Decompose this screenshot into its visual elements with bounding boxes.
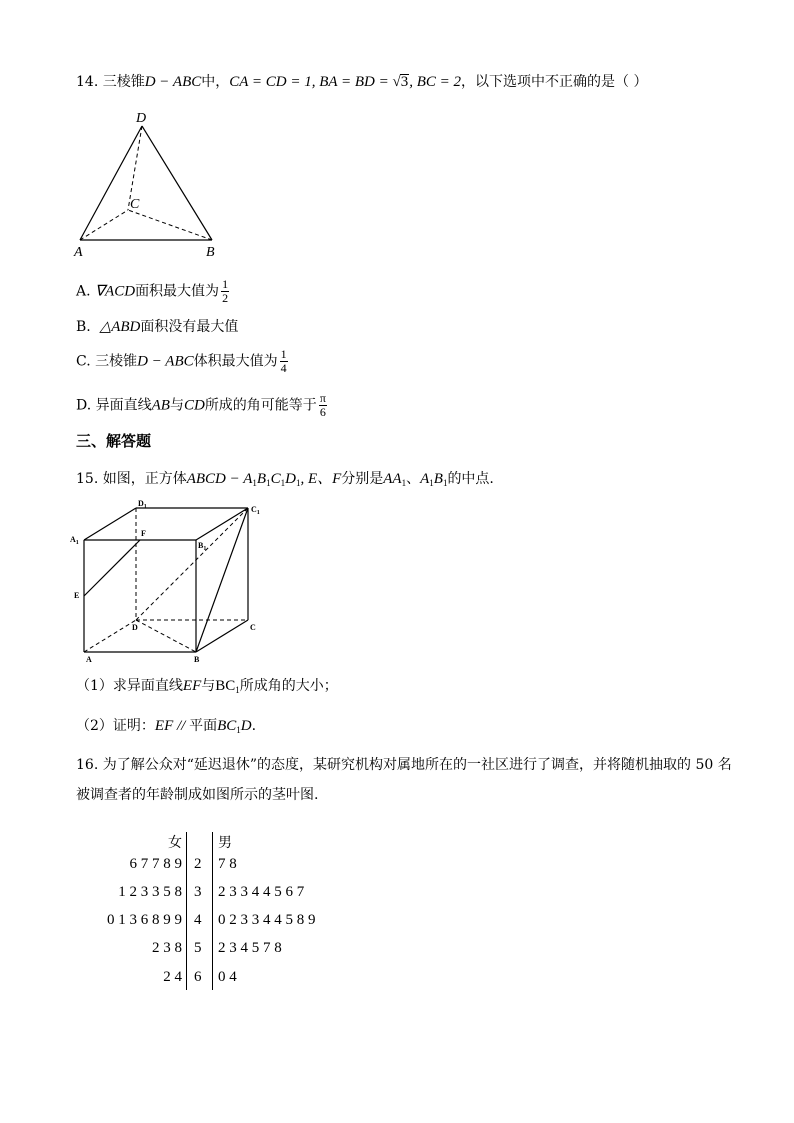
q14-option-a: A. ∇ACD面积最大值为 $\frac{1}{2}$ [76,277,229,305]
divider-right [212,832,213,990]
label-D: D [132,623,138,632]
label-C1: $C_1$ [251,505,260,516]
right-leaves: 0 2 3 3 4 4 5 8 9 [218,912,316,928]
q14-stem: 14. 三棱锥D − ABC中，CA = CD = 1, BA = BD = √3, BC = 2，以下选项中不正确的是（ ） [76,74,648,90]
header-male: 男 [218,835,232,851]
label-B: B [194,655,200,664]
q14-option-b: B. △ABD面积没有最大值 [76,319,239,335]
q15-number: 15. [76,471,99,487]
label-F: F [141,529,146,538]
label-B1: $B_1$ [198,541,207,552]
edge-DB [142,126,212,240]
segment-B-C1 [196,508,248,652]
stem-value: 3 [194,884,202,900]
label-D: D [136,111,147,126]
stem-value: 5 [194,940,202,956]
left-leaves: 1 2 3 3 5 8 [118,884,182,900]
edge-B-C [196,620,248,652]
label-C: C [250,623,256,632]
edge-A-D [84,620,136,652]
label-A: A [86,655,92,664]
q14-option-c: C. 三棱锥D − ABC体积最大值为 $\frac{1}{4}$ [76,347,287,375]
label-B: B [206,245,215,260]
fraction: $\frac{1}{4}$ [280,347,287,375]
divider-left [186,832,187,990]
edge-B1-C1 [196,508,248,540]
fraction: $\frac{\pi}{6}$ [319,391,326,419]
q16-line2: 被调查者的年龄制成如图所示的茎叶图. [76,787,319,803]
header-female: 女 [168,835,182,851]
q16-number: 16. [76,757,99,773]
right-leaves: 2 3 3 4 4 5 6 7 [218,884,305,900]
left-leaves: 2 3 8 [152,940,182,956]
q15-stem: 15. 如图，正方体ABCD − $A_1B_1C_1D_1$, E、F分别是$AA_1$、$A_1B_1$的中点. [76,471,494,488]
label-D1: $D_1$ [138,499,147,510]
segment-E-F [84,540,140,596]
right-leaves: 2 3 4 5 7 8 [218,940,282,956]
label-C: C [130,197,140,212]
q14-option-d: D. 异面直线AB与CD所成的角可能等于 $\frac{\pi}{6}$ [76,391,326,419]
q14-number: 14. [76,74,99,90]
fraction: $\frac{1}{2}$ [222,277,229,305]
q15-part2: （2）证明：EF // 平面$BC_1D$. [76,718,257,735]
q16-line1: 16. 为了解公众对“延迟退休”的态度，某研究机构对属地所在的一社区进行了调查，并将随机抽取的 50 名 [76,757,732,773]
left-leaves: 2 4 [163,969,182,985]
right-leaves: 0 4 [218,969,237,985]
edge-BC [128,210,212,240]
label-A: A [74,245,83,260]
stem-value: 2 [194,856,202,872]
section-heading: 三、解答题 [76,432,152,450]
cube-figure [68,496,268,668]
q15-part1: （1）求异面直线EF与$BC_1$所成角的大小； [76,678,338,695]
right-leaves: 7 8 [218,856,237,872]
edge-A1-D1 [84,508,136,540]
edge-AC [80,210,128,240]
tetrahedron-figure [70,108,230,260]
stem-value: 4 [194,912,202,928]
label-A1: $A_1$ [70,535,79,546]
left-leaves: 0 1 3 6 8 9 9 [107,912,182,928]
stem-leaf-plot [80,832,360,992]
left-leaves: 6 7 7 8 9 [129,856,182,872]
label-E: E [74,591,80,600]
segment-D-C1 [136,508,248,620]
segment-D-B [136,620,196,652]
stem-value: 6 [194,969,202,985]
